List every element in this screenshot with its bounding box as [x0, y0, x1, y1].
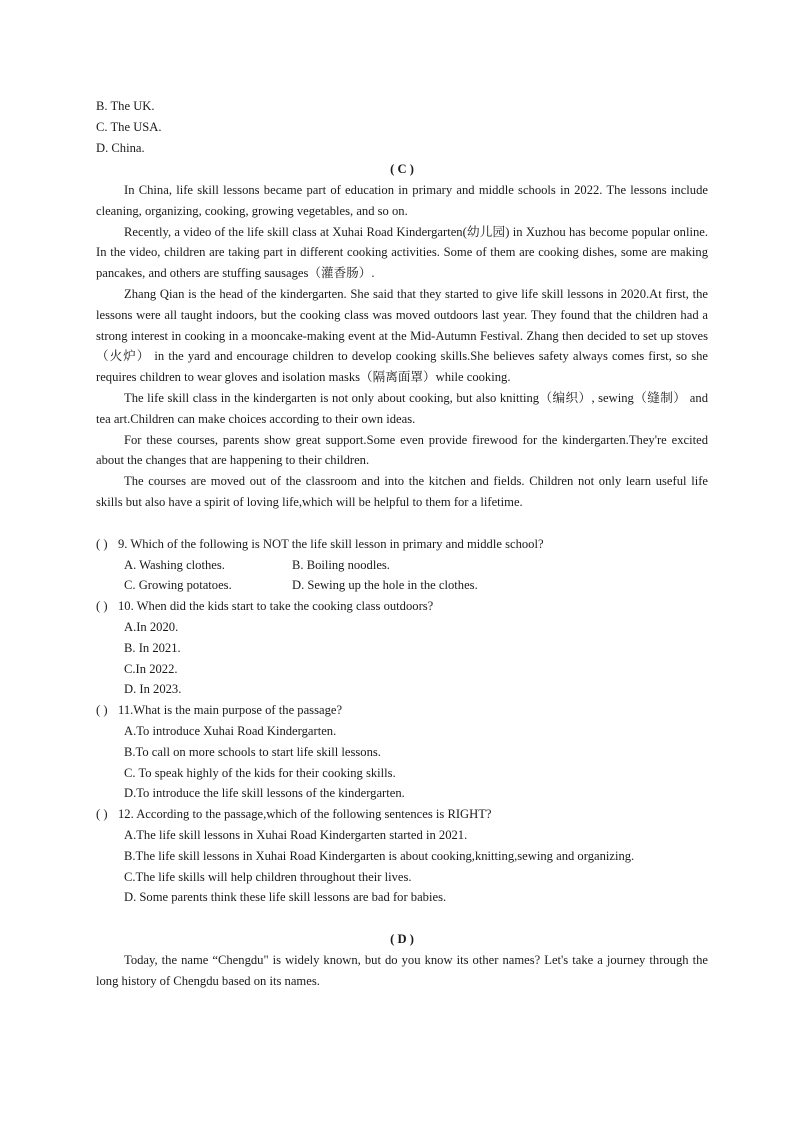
question-stem: [96, 596, 708, 617]
question-9: [96, 534, 708, 596]
question-text: 12. According to the passage,which of the following sentences is RIGHT?: [118, 807, 492, 822]
option-c: C.The life skills will help children throughout their lives.: [124, 869, 412, 884]
option-c: C.In 2022.: [124, 661, 178, 676]
answer-blank[interactable]: ( ): [96, 703, 108, 718]
option-b: B.The life skill lessons in Xuhai Road Kindergarten is about cooking,knitting,sewing and organizing.: [124, 848, 635, 863]
option-a: A.The life skill lessons in Xuhai Road Kindergarten started in 2021.: [124, 827, 468, 842]
passage-paragraph: The life skill class in the kindergarten is not only about cooking, but also knitting（编织）, sewing（缝制） and tea art.Children can make choices according to their own ideas.: [96, 390, 708, 426]
question-stem: [96, 700, 708, 721]
option-a: A.To introduce Xuhai Road Kindergarten.: [124, 723, 337, 738]
option-c: C. Growing potatoes.: [124, 578, 232, 593]
option-a: A.In 2020.: [124, 619, 179, 634]
option-d: D. Some parents think these life skill lessons are bad for babies.: [124, 890, 447, 905]
answer-blank[interactable]: ( ): [96, 807, 108, 822]
question-text: 10. When did the kids start to take the cooking class outdoors?: [118, 599, 434, 614]
option-c: C. The USA.: [96, 120, 162, 134]
option-a: A. Washing clothes.: [124, 557, 225, 572]
option-c: C. To speak highly of the kids for their cooking skills.: [124, 765, 396, 780]
option-b: B.To call on more schools to start life skill lessons.: [124, 744, 381, 759]
option-b: B. Boiling noodles.: [292, 557, 390, 572]
passage-paragraph: Recently, a video of the life skill class at Xuhai Road Kindergarten(幼儿园) in Xuzhou has become popular online. In the video, children are taking part in different cooking activities. Some of them are cooking dishes, some are making pancakes, and others are stuffing sausages（灌香肠）.: [96, 224, 708, 281]
question-10: [96, 596, 708, 700]
option-d: D. Sewing up the hole in the clothes.: [292, 578, 478, 593]
section-c-heading: ( C ): [390, 162, 414, 176]
question-stem: [96, 534, 708, 555]
option-b: B. The UK.: [96, 99, 155, 113]
option-row: [96, 575, 708, 596]
answer-blank[interactable]: ( ): [96, 536, 108, 551]
previous-question-options: [96, 96, 708, 159]
question-text: 9. Which of the following is NOT the life skill lesson in primary and middle school?: [118, 536, 544, 551]
document-page: [96, 96, 708, 992]
section-d: [96, 929, 708, 992]
answer-blank[interactable]: ( ): [96, 599, 108, 614]
option-d: D. China.: [96, 141, 145, 155]
question-text: 11.What is the main purpose of the passage?: [118, 703, 343, 718]
question-11: [96, 700, 708, 804]
passage-paragraph: The courses are moved out of the classroom and into the kitchen and fields. Children not only learn useful life skills but also have a spirit of loving life,which will be helpful to them for a lifetime.: [96, 474, 708, 509]
option-d: D. In 2023.: [124, 682, 182, 697]
passage-paragraph: In China, life skill lessons became part of education in primary and middle schools in 2022. The lessons include cleaning, organizing, cooking, growing vegetables, and so on.: [96, 183, 708, 218]
section-d-heading: ( D ): [390, 932, 414, 947]
option-row: [96, 555, 708, 576]
question-stem: [96, 804, 708, 825]
passage-paragraph: Zhang Qian is the head of the kindergarten. She said that they started to give life skill lessons in 2020.At first, the lessons were all taught indoors, but the cooking class was moved outdoors last year. They found that the children had a strong interest in cooking in a mooncake-making event at the Mid-Autumn Festival. Zhang then decided to set up stoves（火炉） in the yard and encourage children to develop cooking skills.She believes safety always comes first, so she requires children to wear gloves and isolation masks（隔离面罩）while cooking.: [96, 286, 708, 385]
question-12: [96, 804, 708, 908]
passage-paragraph: Today, the name “Chengdu" is widely known, but do you know its other names? Let's take a journey through the long history of Chengdu based on its names.: [96, 953, 708, 988]
passage-paragraph: For these courses, parents show great support.Some even provide firewood for the kindergarten.They're excited about the changes that are happening to their children.: [96, 432, 708, 468]
option-d: D.To introduce the life skill lessons of the kindergarten.: [124, 786, 405, 801]
option-b: B. In 2021.: [124, 640, 181, 655]
section-c: [96, 159, 708, 513]
